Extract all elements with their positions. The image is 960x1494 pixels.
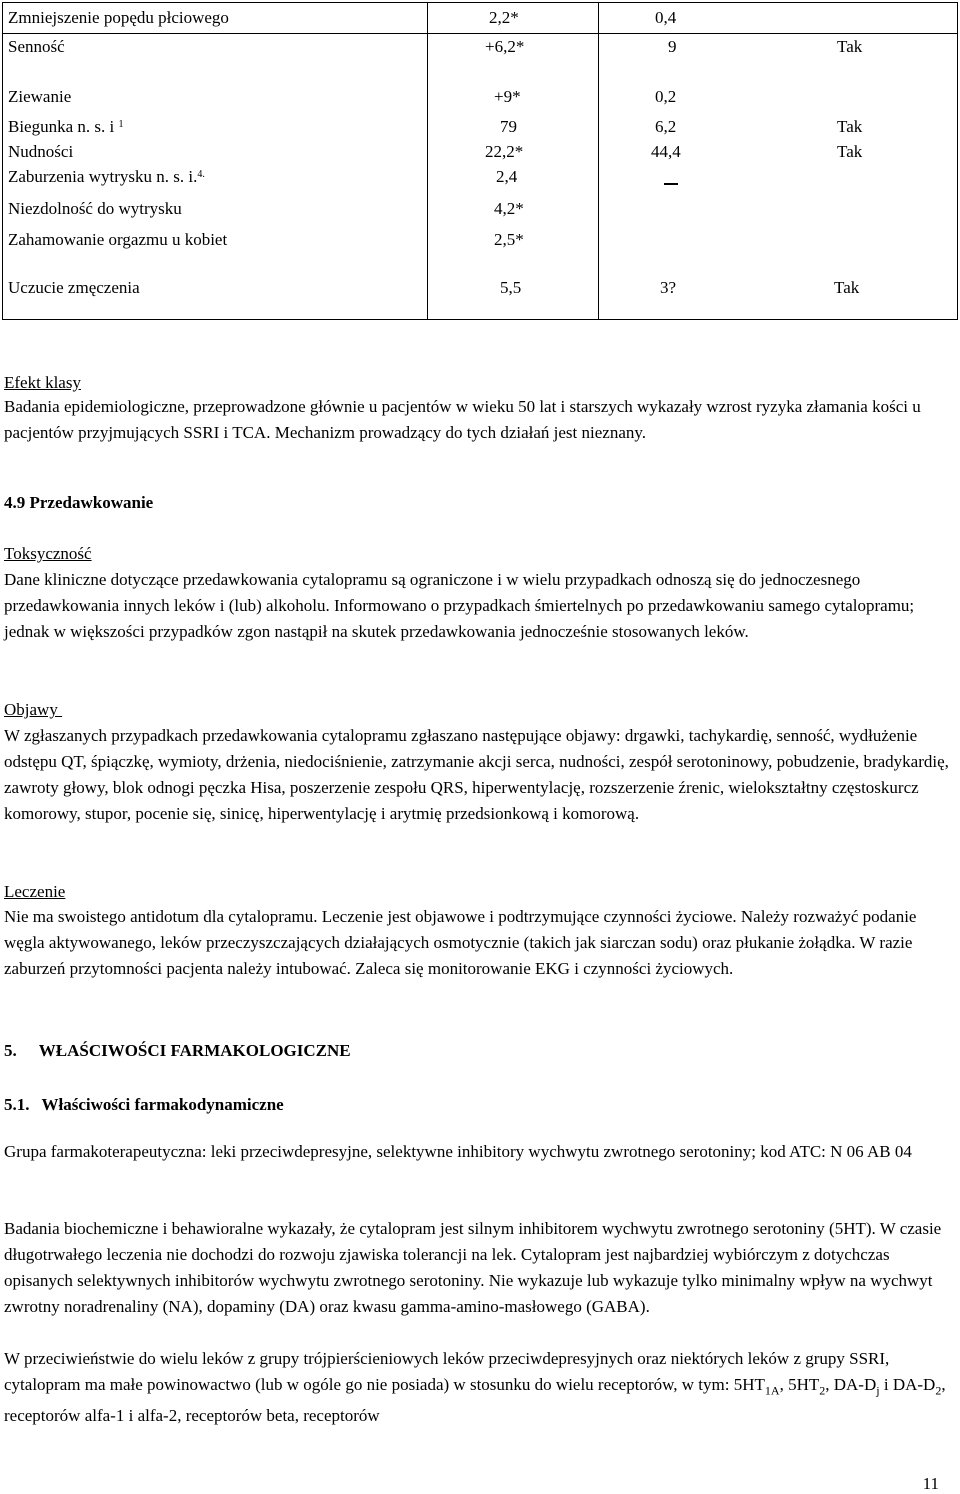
table-cell-name: Biegunka n. s. i $^1$ — [8, 117, 124, 136]
table-cell-value: 2,5* — [494, 230, 524, 249]
paragraph-przeciwienstwie: W przeciwieństwie do wielu leków z grupy trójpierścieniowych leków przeciwdepresyjnych oraz niektórych leków z grupy SSRI, cytalopram ma małe powinowactwo (lub w ogóle go nie posiada) w stosunku do wielu receptorów, w tym: $5HT_{1A}$, $5HT_2$, $DA-D_j$ i $DA-D_2$, receptorów alfa-1 i alfa-2, receptorów beta, receptorów — [4, 1349, 946, 1426]
table-cell-name: Zaburzenia wytrysku n. s. i.$^{4.}$ — [8, 167, 205, 186]
table-cell-name: Zahamowanie orgazmu u kobiet — [8, 230, 228, 249]
paragraph-grupa: Grupa farmakoterapeutyczna: leki przeciwdepresyjne, selektywne inhibitory wychwytu zwrotnego serotoniny; kod ATC: N 06 AB 04 — [4, 1142, 912, 1161]
subheading-efekt-klasy: Efekt klasy — [4, 373, 81, 392]
table-cell-name: Nudności — [8, 142, 74, 161]
table-cell-value: 2,2* — [489, 8, 519, 27]
table-cell-value: 2,4 — [496, 167, 518, 186]
subheading-leczenie: Leczenie — [4, 882, 66, 901]
footnote-ref: 1 — [118, 119, 124, 130]
paragraph-badania: Badania biochemiczne i behawioralne wykazały, że cytalopram jest silnym inhibitorem wychwytu zwrotnego serotoniny (5HT). W czasie długotrwałego leczenia nie dochodzi do rozwoju zjawiska tolerancji na lek. Cytalopram jest najbardziej wybiórczym z dotychczas opisanych selektywnych inhibitorów wychwytu zwrotnego serotoniny. Nie wykazuje lub wykazuje tylko minimalny wpływ na wychwyt zwrotny noradrenaliny (NA), dopaminy (DA) oraz kwasu gamma-amino-masłowego (GABA). — [4, 1219, 942, 1316]
table-cell-value: +6,2* — [485, 37, 525, 56]
table-cell-flag: Tak — [837, 142, 863, 161]
table-cell-value: 22,2* — [485, 142, 524, 161]
table-cell-freq: 0,2 — [655, 87, 677, 106]
table-cell-flag: Tak — [834, 278, 860, 297]
subheading-toksycznosc: Toksyczność — [4, 544, 92, 563]
paragraph-leczenie: Nie ma swoistego antidotum dla cytalopramu. Leczenie jest objawowe i podtrzymujące czynności życiowe. Należy rozważyć podanie węgla aktywowanego, leków przeczyszczających działających osmotycznie (takich jak siarczan sodu) oraz płukanie żołądka. W razie zaburzeń przytomności pacjenta należy intubować. Zaleca się monitorowanie EKG i czynności życiowych. — [4, 907, 917, 978]
table-cell-freq: 3? — [660, 278, 677, 297]
paragraph-objawy: W zgłaszanych przypadkach przedawkowania cytalopramu zgłaszano następujące objawy: drgawki, tachykardię, senność, wydłużenie odstępu QT, śpiączkę, wymioty, drżenia, niedociśnienie, zatrzymanie akcji serca, nudności, zespół serotoninowy, pobudzenie, bradykardię, zawroty głowy, blok odnogi pęczka Hisa, poszerzenie zespołu QRS, hiperwentylację, rozszerzenie źrenic, wielokształtny częstoskurcz komorowy, stupor, pocenie się, sinicę, hiperwentylację i arytmię przedsionkową i komorową. — [4, 726, 949, 823]
table-cell-value: 4,2* — [494, 199, 524, 218]
table-cell-flag: Tak — [837, 117, 863, 136]
table-cell-freq: 9 — [668, 37, 677, 56]
paragraph-toksycznosc: Dane kliniczne dotyczące przedawkowania cytalopramu są ograniczone i w wielu przypadkach odnoszą się do jednoczesnego przedawkowania innych leków i (lub) alkoholu. Informowano o przypadkach śmiertelnych po przedawkowaniu samego cytalopramu; jednak w większości przypadków zgon nastąpił na skutek przedawkowania jednocześnie stosowanych leków. — [4, 570, 915, 641]
adverse-effects-table — [2, 2, 958, 320]
table-cell-name: Senność — [8, 37, 65, 56]
table-cell-freq: 0,4 — [655, 8, 677, 27]
table-divider — [598, 3, 599, 319]
page-number: 11 — [922, 1474, 939, 1493]
dash-mark — [664, 183, 678, 185]
table-cell-name: Niezdolność do wytrysku — [8, 199, 182, 218]
table-cell-value: 79 — [500, 117, 517, 136]
section-heading-5: 5. WŁAŚCIWOŚCI FARMAKOLOGICZNE — [4, 1041, 351, 1060]
table-cell-flag: Tak — [837, 37, 863, 56]
paragraph-efekt-klasy: Badania epidemiologiczne, przeprowadzone głównie u pacjentów w wieku 50 lat i starszych wykazały wzrost ryzyka złamania kości u pacjentów przyjmujących SSRI i TCA. Mechanizm prowadzący do tych działań jest nieznany. — [4, 397, 921, 442]
table-divider — [3, 33, 957, 34]
table-cell-value: 5,5 — [500, 278, 522, 297]
table-divider — [427, 3, 428, 319]
section-heading-5-1: 5.1. Właściwości farmakodynamiczne — [4, 1095, 284, 1114]
table-cell-name: Zmniejszenie popędu płciowego — [8, 8, 229, 27]
table-cell-name: Ziewanie — [8, 87, 72, 106]
table-cell-value: +9* — [494, 87, 521, 106]
section-heading-4-9: 4.9 Przedawkowanie — [4, 493, 154, 512]
subheading-objawy: Objawy — [4, 700, 63, 719]
table-cell-freq: 6,2 — [655, 117, 677, 136]
footnote-ref: 4. — [197, 169, 205, 180]
table-cell-name: Uczucie zmęczenia — [8, 278, 140, 297]
table-cell-freq: 44,4 — [651, 142, 681, 161]
